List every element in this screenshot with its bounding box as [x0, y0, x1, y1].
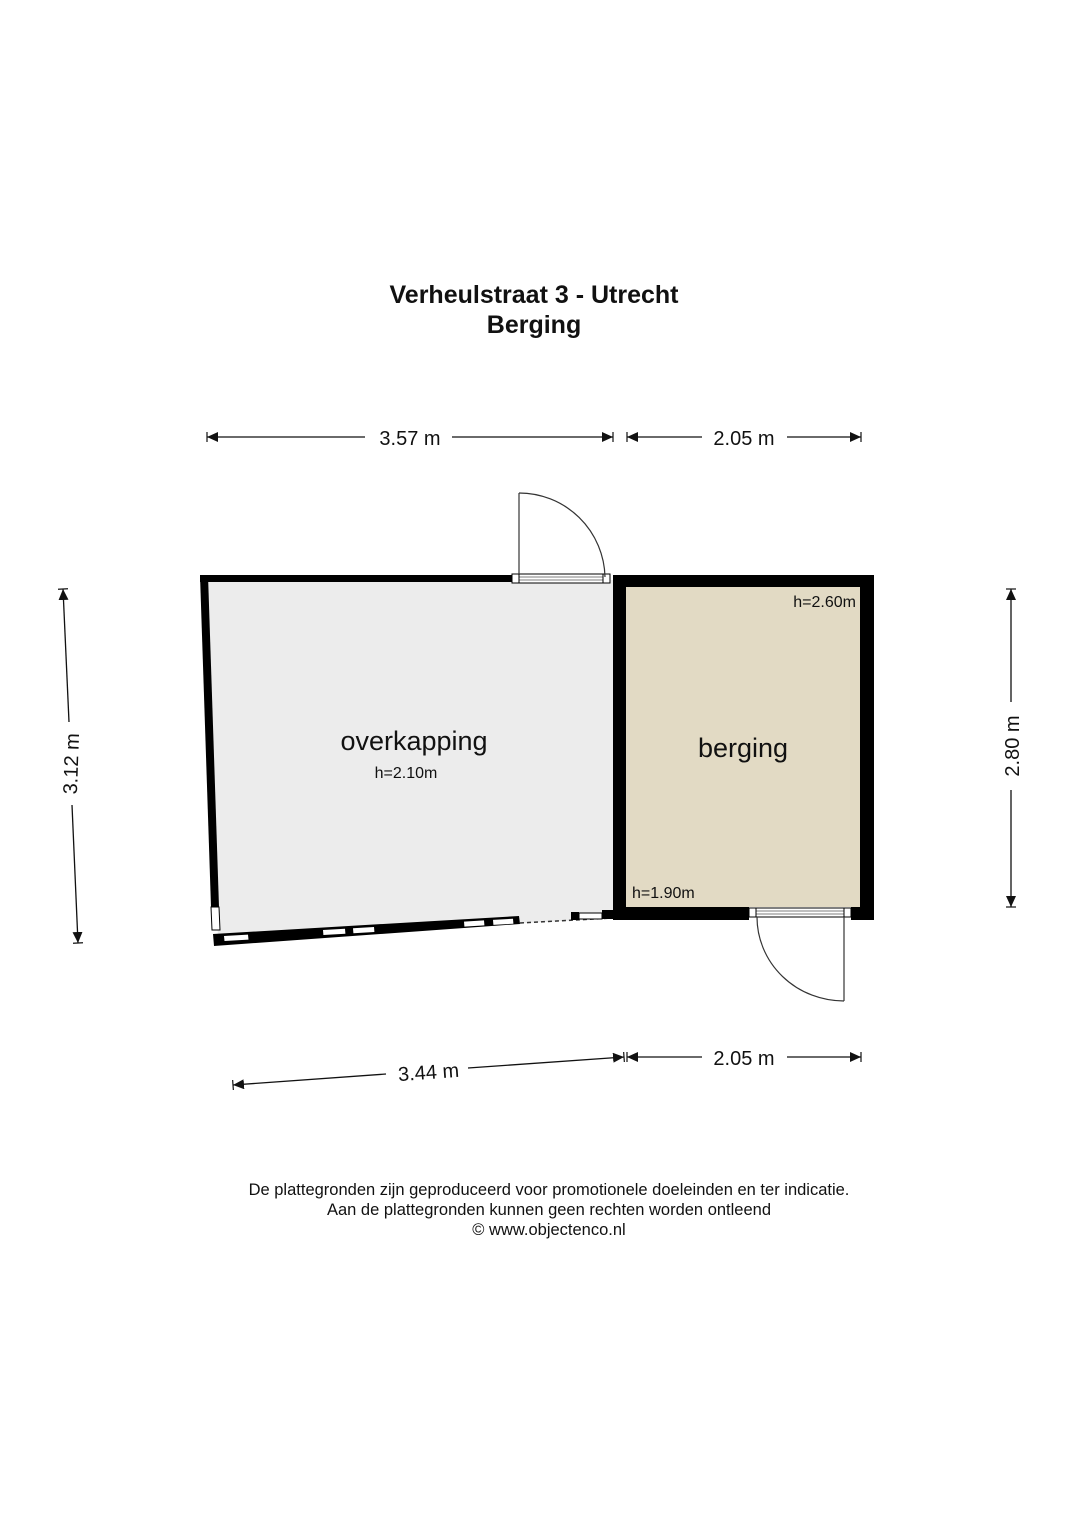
room-height-berging-bottom: h=1.90m: [632, 885, 695, 902]
floor-subtitle: Berging: [486, 311, 582, 339]
dimension-left: [60, 589, 84, 943]
dimension-top-left-label: 3.57 m: [379, 428, 441, 450]
overkapping-floor: [207, 580, 613, 941]
room-label-berging: berging: [697, 733, 789, 763]
top-door: [512, 493, 610, 583]
disclaimer-footer: [0, 1180, 1080, 1240]
disclaimer-line-2: Aan de plattegronden kunnen geen rechten worden ontleend: [326, 1201, 772, 1219]
address-title: Verheulstraat 3 - Utrecht: [389, 281, 679, 309]
copyright-line: © www.objectenco.nl: [472, 1221, 626, 1239]
dimension-top-left: [207, 428, 613, 450]
room-height-overkapping: h=2.10m: [374, 765, 438, 782]
dimension-top-right: [627, 428, 861, 450]
bottom-door: [749, 908, 851, 1001]
room-height-berging-top: h=2.60m: [793, 594, 856, 611]
dimension-bottom-right: [627, 1048, 861, 1070]
dimension-right-label: 2.80 m: [1002, 715, 1024, 777]
dimension-top-right-label: 2.05 m: [713, 428, 775, 450]
disclaimer-line-1: De plattegronden zijn geproduceerd voor promotionele doeleinden en ter indicatie.: [248, 1181, 850, 1199]
dimension-bottom-left: [233, 1057, 624, 1086]
dimension-left-label: 3.12 m: [59, 732, 85, 795]
dimension-right: [1002, 589, 1024, 907]
dimension-bottom-left-label: 3.44 m: [397, 1059, 460, 1087]
room-label-overkapping: overkapping: [340, 726, 488, 756]
dimension-bottom-right-label: 2.05 m: [713, 1048, 775, 1070]
